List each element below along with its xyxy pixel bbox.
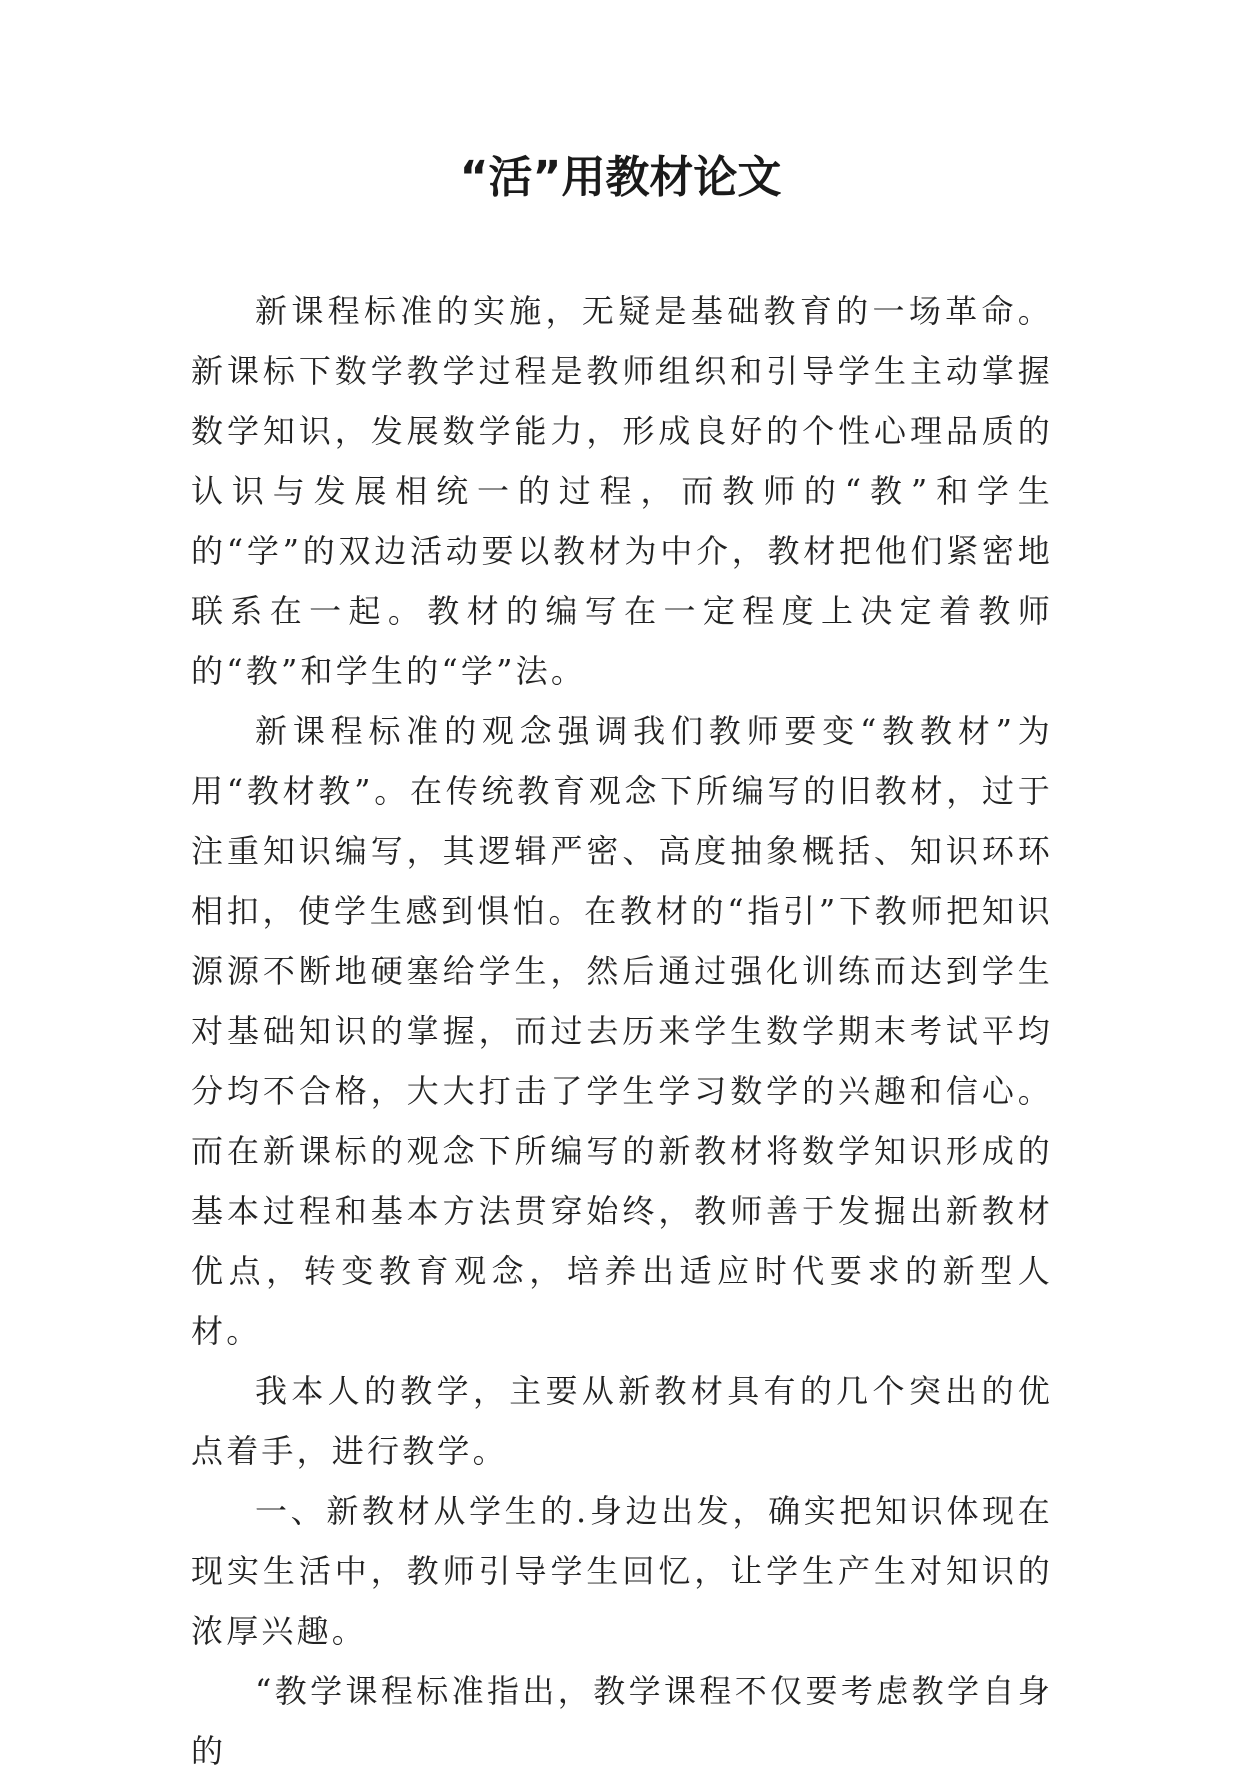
paragraph: 新课程标准的观念强调我们教师要变“教教材”为用“教材教”。在传统教育观念下所编写的旧教材，过于注重知识编写，其逻辑严密、高度抽象概括、知识环环相扣，使学生感到惧怕。在教材的“指引”下教师把知识源源不断地硬塞给学生，然后通过强化训练而达到学生对基础知识的掌握，而过去历来学生数学期末考试平均分均不合格，大大打击了学生学习数学的兴趣和信心。而在新课标的观念下所编写的新教材将数学知识形成的基本过程和基本方法贯穿始终，教师善于发掘出新教材优点，转变教育观念，培养出适应时代要求的新型人材。 [191,712,1053,1350]
paragraph: 我本人的教学，主要从新教材具有的几个突出的优点着手，进行教学。 [191,1372,1053,1470]
document-title: “活”用教材论文 [459,152,782,203]
document-body [191,281,1053,1781]
paragraph: “教学课程标准指出，教学课程不仅要考虑教学自身的 [191,1672,1053,1770]
paragraph: 新课程标准的实施，无疑是基础教育的一场革命。新课标下数学教学过程是教师组织和引导学生主动掌握数学知识，发展数学能力，形成良好的个性心理品质的认识与发展相统一的过程，而教师的“教”和学生的“学”的双边活动要以教材为中介，教材把他们紧密地联系在一起。教材的编写在一定程度上决定着教师的“教”和学生的“学”法。 [191,292,1053,690]
paragraph: 一、新教材从学生的.身边出发，确实把知识体现在现实生活中，教师引导学生回忆，让学生产生对知识的浓厚兴趣。 [191,1492,1053,1650]
